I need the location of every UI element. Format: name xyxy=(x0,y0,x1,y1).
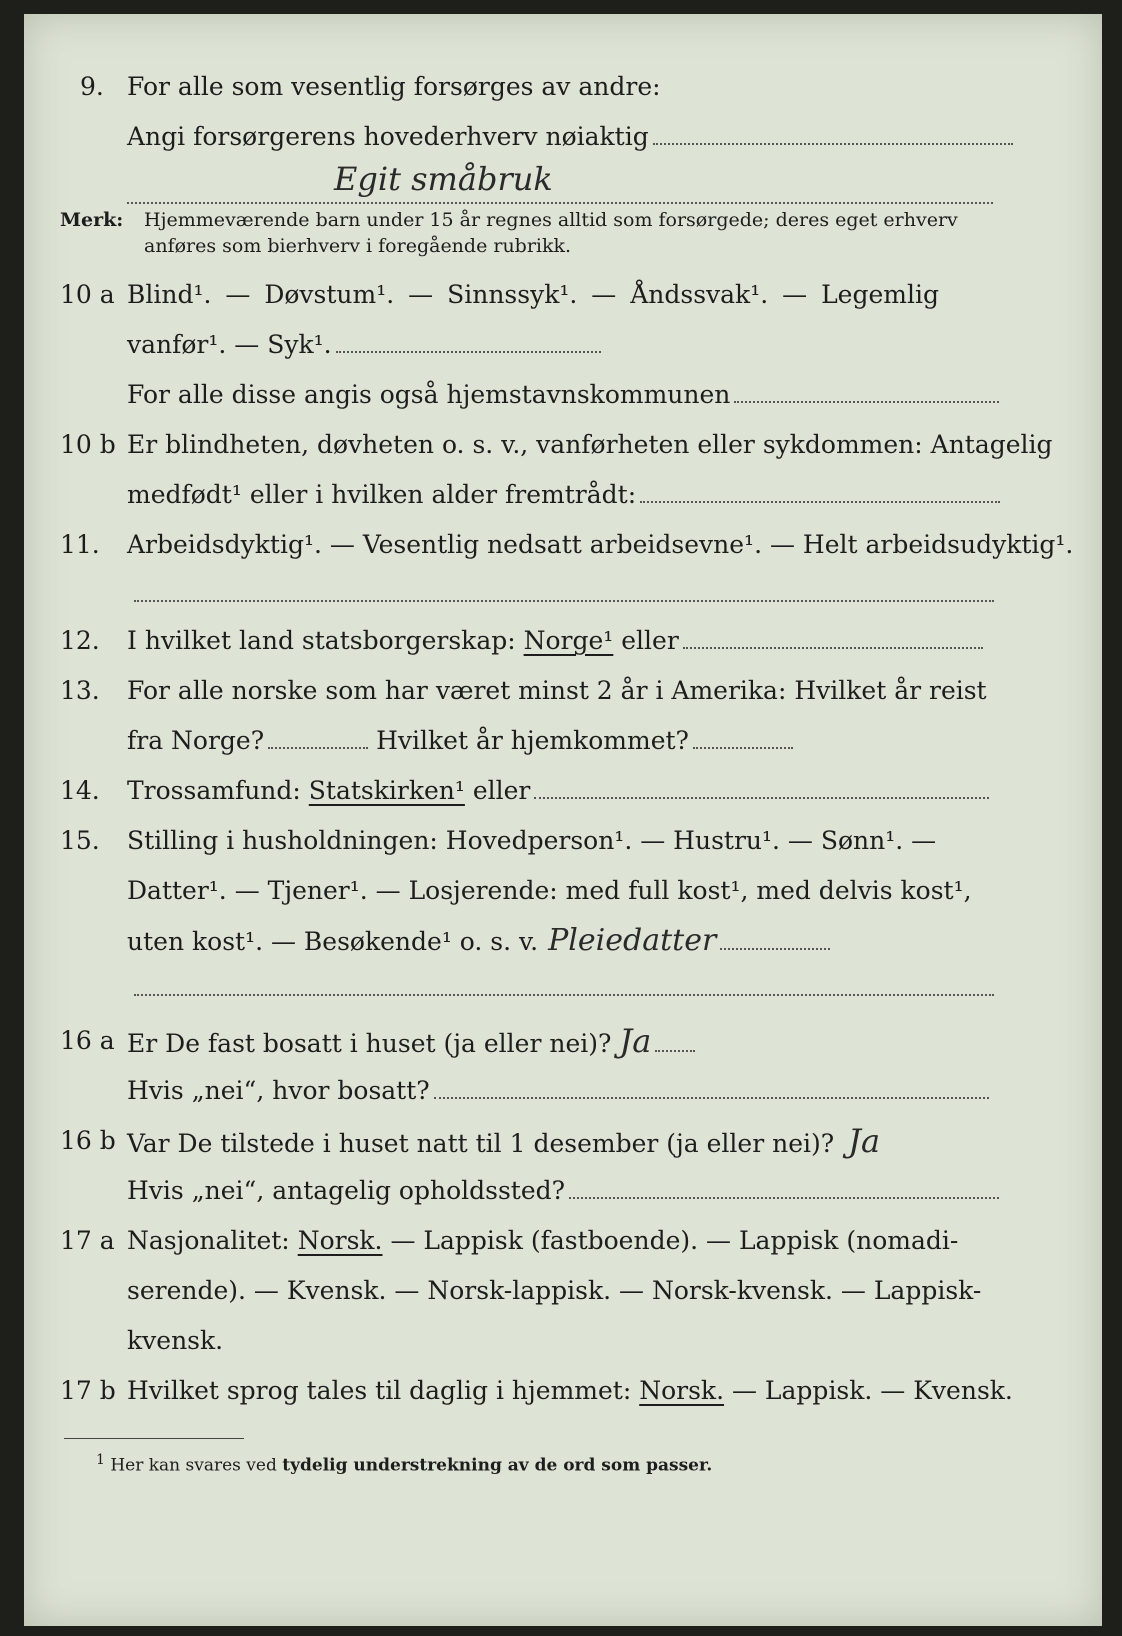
item-13-number: 13. xyxy=(60,676,100,705)
item-16a-text: Er De fast bosatt i huset (ja eller nei)? Ja xyxy=(127,1026,695,1059)
item-13-text: For alle norske som har været minst 2 år i Amerika: Hvilket år reist xyxy=(127,676,987,705)
item-17a-number: 17 a xyxy=(60,1226,115,1255)
item-15-line3: uten kost¹. — Besøkende¹ o. s. v. Pleiedatter xyxy=(127,926,830,957)
item-10b-number: 10 b xyxy=(60,430,116,459)
item-11-line xyxy=(134,600,994,602)
item-10b-line2: medfødt¹ eller i hvilken alder fremtrådt: xyxy=(127,480,1000,510)
footnote: $^1$ Her kan svares ved tydelig understrekning av de ord som passer. xyxy=(96,1452,713,1476)
merk-label: Merk: xyxy=(60,209,124,231)
item-9-line2: Angi forsørgerens hovederhverv nøiaktig xyxy=(127,122,1013,152)
item-15-line2: Datter¹. — Tjener¹. — Losjerende: med full kost¹, med delvis kost¹, xyxy=(127,876,972,905)
footnote-rule xyxy=(64,1438,244,1439)
census-form-page xyxy=(24,14,1102,1626)
item-16a-line2: Hvis „nei“, hvor bosatt? xyxy=(127,1076,989,1106)
item-17a-line2: serende). — Kvensk. — Norsk-lappisk. — Norsk-kvensk. — Lappisk- xyxy=(127,1276,982,1305)
item-9-answer-line xyxy=(127,202,993,204)
item-10a-number: 10 a xyxy=(60,280,115,309)
merk-text-2: anføres som bierhverv i foregående rubrikk. xyxy=(144,235,572,257)
item-10a-text: Blind¹. — Døvstum¹. — Sinnssyk¹. — Åndssvak¹. — Legemlig xyxy=(127,280,939,309)
item-9-number: 9. xyxy=(80,72,104,101)
merk-text: Hjemmeværende barn under 15 år regnes alltid som forsørgede; deres eget erhverv xyxy=(144,209,958,231)
item-9-text: For alle som vesentlig forsørges av andre: xyxy=(127,72,661,101)
item-17b-number: 17 b xyxy=(60,1376,116,1405)
item-15-line xyxy=(134,994,994,996)
item-11-number: 11. xyxy=(60,530,100,559)
item-17a-line3: kvensk. xyxy=(127,1326,224,1355)
item-12-number: 12. xyxy=(60,626,100,655)
item-16b-line2: Hvis „nei“, antagelig opholdssted? xyxy=(127,1176,999,1206)
item-14-text: Trossamfund: Statskirken¹ eller xyxy=(127,776,989,806)
item-15-text: Stilling i husholdningen: Hovedperson¹. — Hustru¹. — Sønn¹. — xyxy=(127,826,937,855)
item-16b-number: 16 b xyxy=(60,1126,116,1155)
item-17b-text: Hvilket sprog tales til daglig i hjemmet: Norsk. — Lappisk. — Kvensk. xyxy=(127,1376,1013,1405)
item-14-number: 14. xyxy=(60,776,100,805)
item-15-number: 15. xyxy=(60,826,100,855)
item-10a-line2: vanfør¹. — Syk¹. xyxy=(127,330,601,360)
item-10a-line3: For alle disse angis også hjemstavnskommunen xyxy=(127,380,999,410)
item-17a-text: Nasjonalitet: Norsk. — Lappisk (fastboende). — Lappisk (nomadi- xyxy=(127,1226,959,1255)
item-9-answer: Egit småbruk xyxy=(334,160,553,198)
item-10b-text: Er blindheten, døvheten o. s. v., vanførheten eller sykdommen: Antagelig xyxy=(127,430,1053,459)
item-16b-text: Var De tilstede i huset natt til 1 desember (ja eller nei)? Ja xyxy=(127,1122,881,1160)
item-11-text: Arbeidsdyktig¹. — Vesentlig nedsatt arbeidsevne¹. — Helt arbeidsudyktig¹. xyxy=(127,530,1074,559)
item-16a-number: 16 a xyxy=(60,1026,115,1055)
item-12-text: I hvilket land statsborgerskap: Norge¹ eller xyxy=(127,626,983,656)
item-13-line2: fra Norge? Hvilket år hjemkommet? xyxy=(127,726,793,756)
